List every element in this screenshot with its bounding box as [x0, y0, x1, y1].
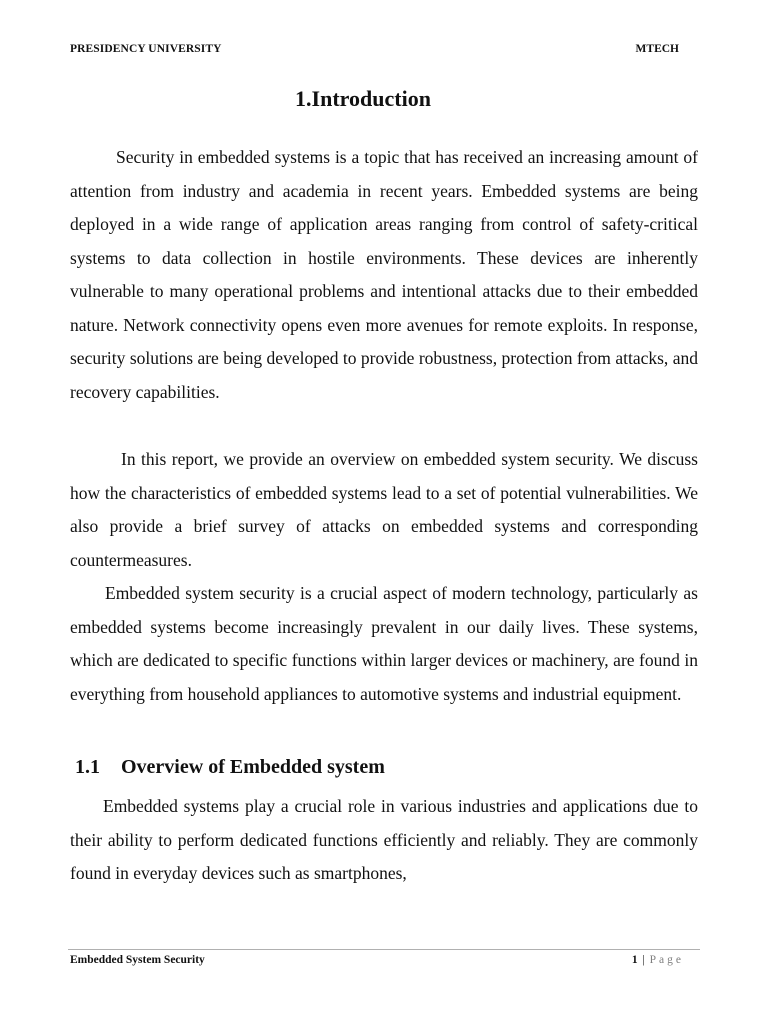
section-heading — [75, 756, 385, 779]
header-program: MTECH — [635, 43, 679, 55]
section-number: 1.1 — [75, 756, 100, 778]
intro-paragraph-2: In this report, we provide an overview on embedded system security. We discuss how the characteristics of embedded systems lead to a set of potential vulnerabilities. We also provide a brief survey of attacks on embedded systems and corresponding countermeasures. — [70, 449, 698, 570]
footer-divider — [68, 949, 700, 950]
footer-page-indicator — [632, 954, 684, 966]
page-number: 1 — [631, 954, 638, 966]
section-paragraph: Embedded systems play a crucial role in various industries and applications due to their ability to perform dedicated functions efficiently and reliably. They are commonly found in everyday devices such as smartphones, — [70, 796, 698, 883]
intro-paragraph-1: Security in embedded systems is a topic that has received an increasing amount of attention from industry and academia in recent years. Embedded systems are being deployed in a wide range of application areas ranging from control of safety-critical systems to data collection in hostile environments. These devices are inherently vulnerable to many operational problems and intentional attacks due to their embedded nature. Network connectivity opens even more avenues for remote exploits. In response, security solutions are being developed to provide robustness, protection from attacks, and recovery capabilities. — [70, 147, 698, 402]
page-separator: | — [642, 954, 645, 966]
page-word: Page — [649, 954, 684, 966]
intro-paragraph-3: Embedded system security is a crucial aspect of modern technology, particularly as embedded systems become increasingly prevalent in our daily lives. These systems, which are dedicated to specific functions within larger devices or machinery, are found in everything from household appliances to automotive systems and industrial equipment. — [70, 583, 698, 704]
section-title: Overview of Embedded system — [121, 756, 385, 778]
header-institution: PRESIDENCY UNIVERSITY — [70, 43, 222, 55]
page-title: 1.Introduction — [295, 86, 431, 111]
footer-document-title: Embedded System Security — [70, 954, 205, 966]
